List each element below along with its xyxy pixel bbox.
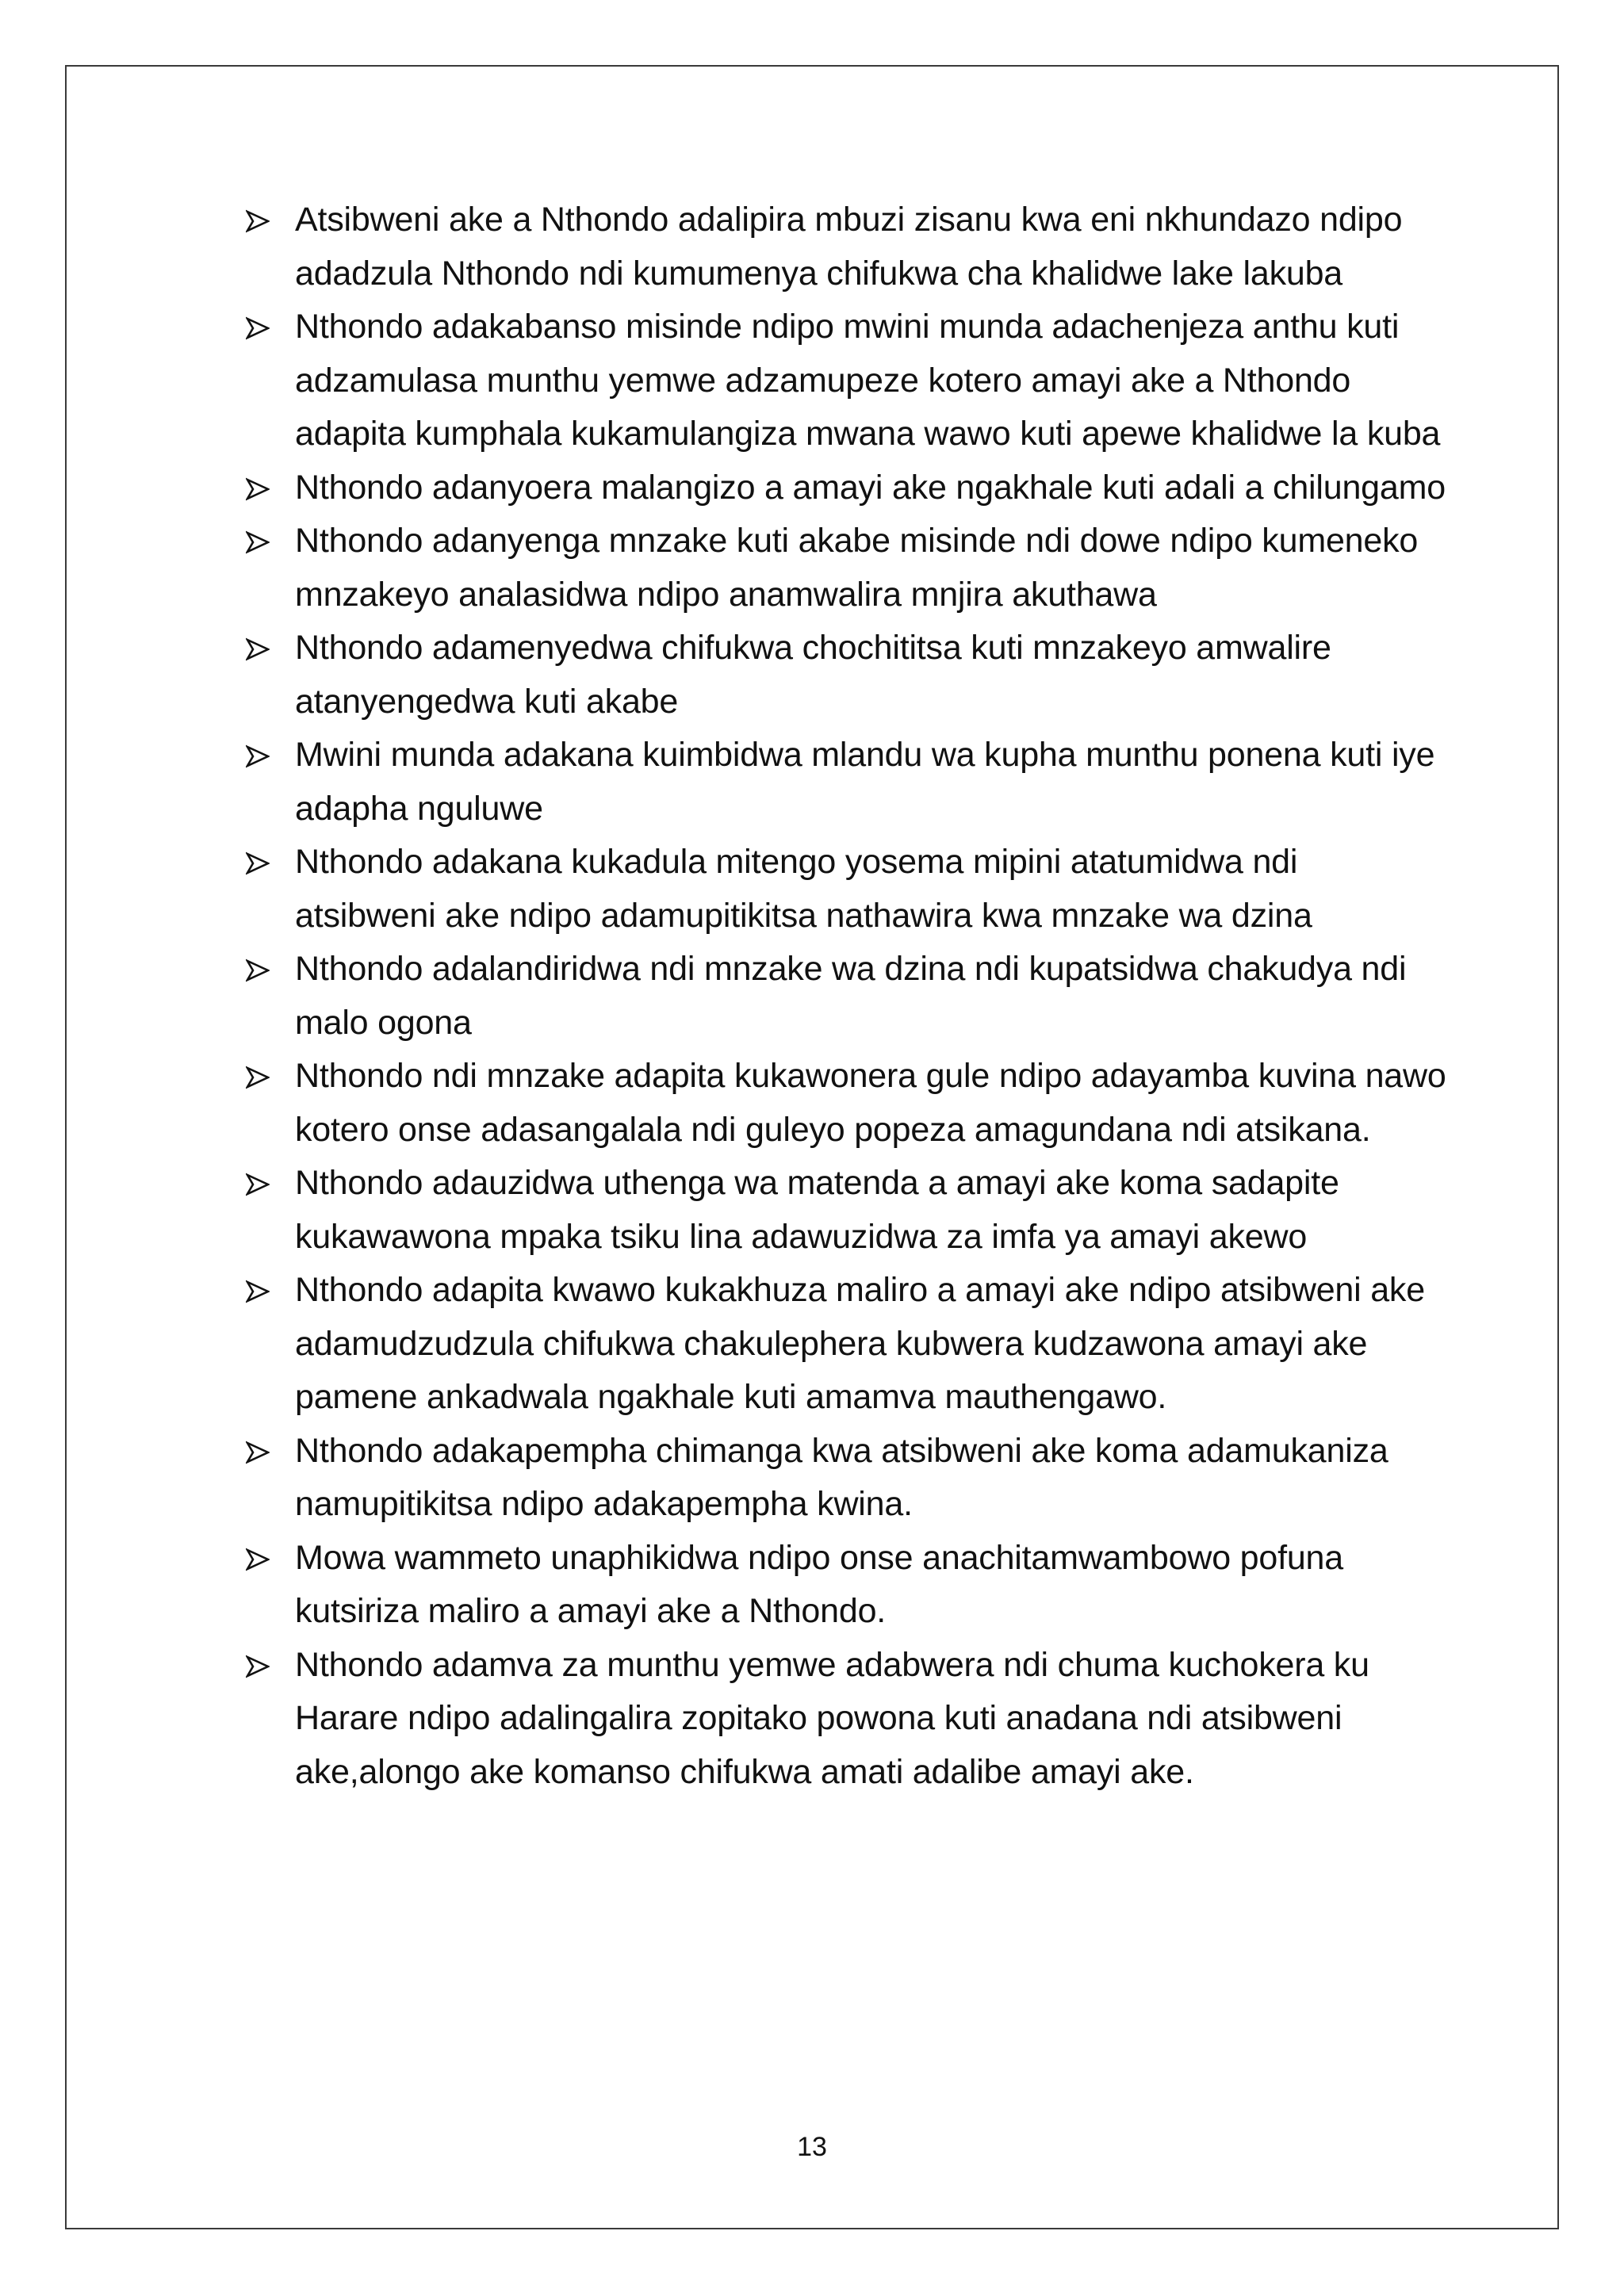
list-item	[241, 622, 1446, 729]
list-item-text: Nthondo adanyenga mnzake kuti akabe misinde ndi dowe ndipo kumeneko mnzakeyo analasidwa ndipo anamwalira mnjira akuthawa	[295, 522, 1419, 614]
list-item-text: Nthondo adakabanso misinde ndipo mwini munda adachenjeza anthu kuti adzamulasa munthu yemwe adzamupeze kotero amayi ake a Nthondo adapita kumphala kukamulangiza mwana wawo kuti apewe khalidwe la kuba	[295, 308, 1441, 453]
list-item	[241, 943, 1446, 1050]
list-item-text: Nthondo adauzidwa uthenga wa matenda a amayi ake koma sadapite kukawawona mpaka tsiku lina adawuzidwa za imfa ya amayi akewo	[295, 1164, 1339, 1256]
list-item	[241, 1264, 1446, 1425]
arrowhead-bullet-icon	[246, 1066, 270, 1089]
list-item-text: Atsibweni ake a Nthondo adalipira mbuzi zisanu kwa eni nkhundazo ndipo adadzula Nthondo ndi kumumenya chifukwa cha khalidwe lake lakuba	[295, 201, 1403, 293]
arrowhead-bullet-icon	[246, 1548, 270, 1571]
list-item-text: Mwini munda adakana kuimbidwa mlandu wa kupha munthu ponena kuti iye adapha nguluwe	[295, 736, 1435, 828]
list-item-text: Nthondo adakapempha chimanga kwa atsibweni ake koma adamukaniza namupitikitsa ndipo adakapempha kwina.	[295, 1431, 1388, 1523]
page-number: 13	[797, 2132, 827, 2162]
list-item	[241, 836, 1446, 943]
list-item	[241, 1639, 1446, 1800]
list-item	[241, 1425, 1446, 1532]
list-item	[241, 515, 1446, 622]
list-item-text: Nthondo adanyoera malangizo a amayi ake ngakhale kuti adali a chilungamo	[295, 468, 1446, 507]
arrowhead-bullet-icon	[246, 209, 270, 233]
arrowhead-bullet-icon	[246, 530, 270, 554]
list-item	[241, 193, 1446, 300]
arrowhead-bullet-icon	[246, 637, 270, 661]
arrowhead-bullet-icon	[246, 316, 270, 340]
list-item-text: Nthondo adalandiridwa ndi mnzake wa dzina ndi kupatsidwa chakudya ndi malo ogona	[295, 950, 1407, 1042]
list-item-text: Nthondo adakana kukadula mitengo yosema mipini atatumidwa ndi atsibweni ake ndipo adamupitikitsa nathawira kwa mnzake wa dzina	[295, 843, 1312, 935]
arrowhead-bullet-icon	[246, 1280, 270, 1303]
arrowhead-bullet-icon	[246, 851, 270, 875]
arrowhead-bullet-icon	[246, 1173, 270, 1196]
list-item-text: Nthondo adamenyedwa chifukwa chochititsa kuti mnzakeyo amwalire atanyengedwa kuti akabe	[295, 629, 1331, 721]
list-item-text: Nthondo ndi mnzake adapita kukawonera gule ndipo adayamba kuvina nawo kotero onse adasangalala ndi guleyo popeza amagundana ndi atsikana.	[295, 1057, 1446, 1149]
list-item	[241, 1050, 1446, 1157]
arrowhead-bullet-icon	[246, 1441, 270, 1464]
arrowhead-bullet-icon	[246, 1655, 270, 1678]
list-item	[241, 461, 1446, 515]
arrowhead-bullet-icon	[246, 959, 270, 982]
arrowhead-bullet-icon	[246, 477, 270, 501]
list-item-text: Nthondo adamva za munthu yemwe adabwera ndi chuma kuchokera ku Harare ndipo adalingalira zopitako powona kuti anadana ndi atsibweni ake,alongo ake komanso chifukwa amati adalibe amayi ake.	[295, 1645, 1369, 1791]
list-item	[241, 300, 1446, 461]
list-item-text: Nthondo adapita kwawo kukakhuza maliro a amayi ake ndipo atsibweni ake adamudzudzula chifukwa chakulephera kubwera kudzawona amayi ake pamene ankadwala ngakhale kuti amamva mauthengawo.	[295, 1271, 1425, 1416]
arrowhead-bullet-icon	[246, 744, 270, 768]
bullet-list	[241, 193, 1446, 1799]
list-item	[241, 729, 1446, 836]
list-item	[241, 1532, 1446, 1639]
page-content	[241, 193, 1446, 1799]
list-item-text: Mowa wammeto unaphikidwa ndipo onse anachitamwambowo pofuna kutsiriza maliro a amayi ake a Nthondo.	[295, 1538, 1343, 1630]
list-item	[241, 1157, 1446, 1264]
